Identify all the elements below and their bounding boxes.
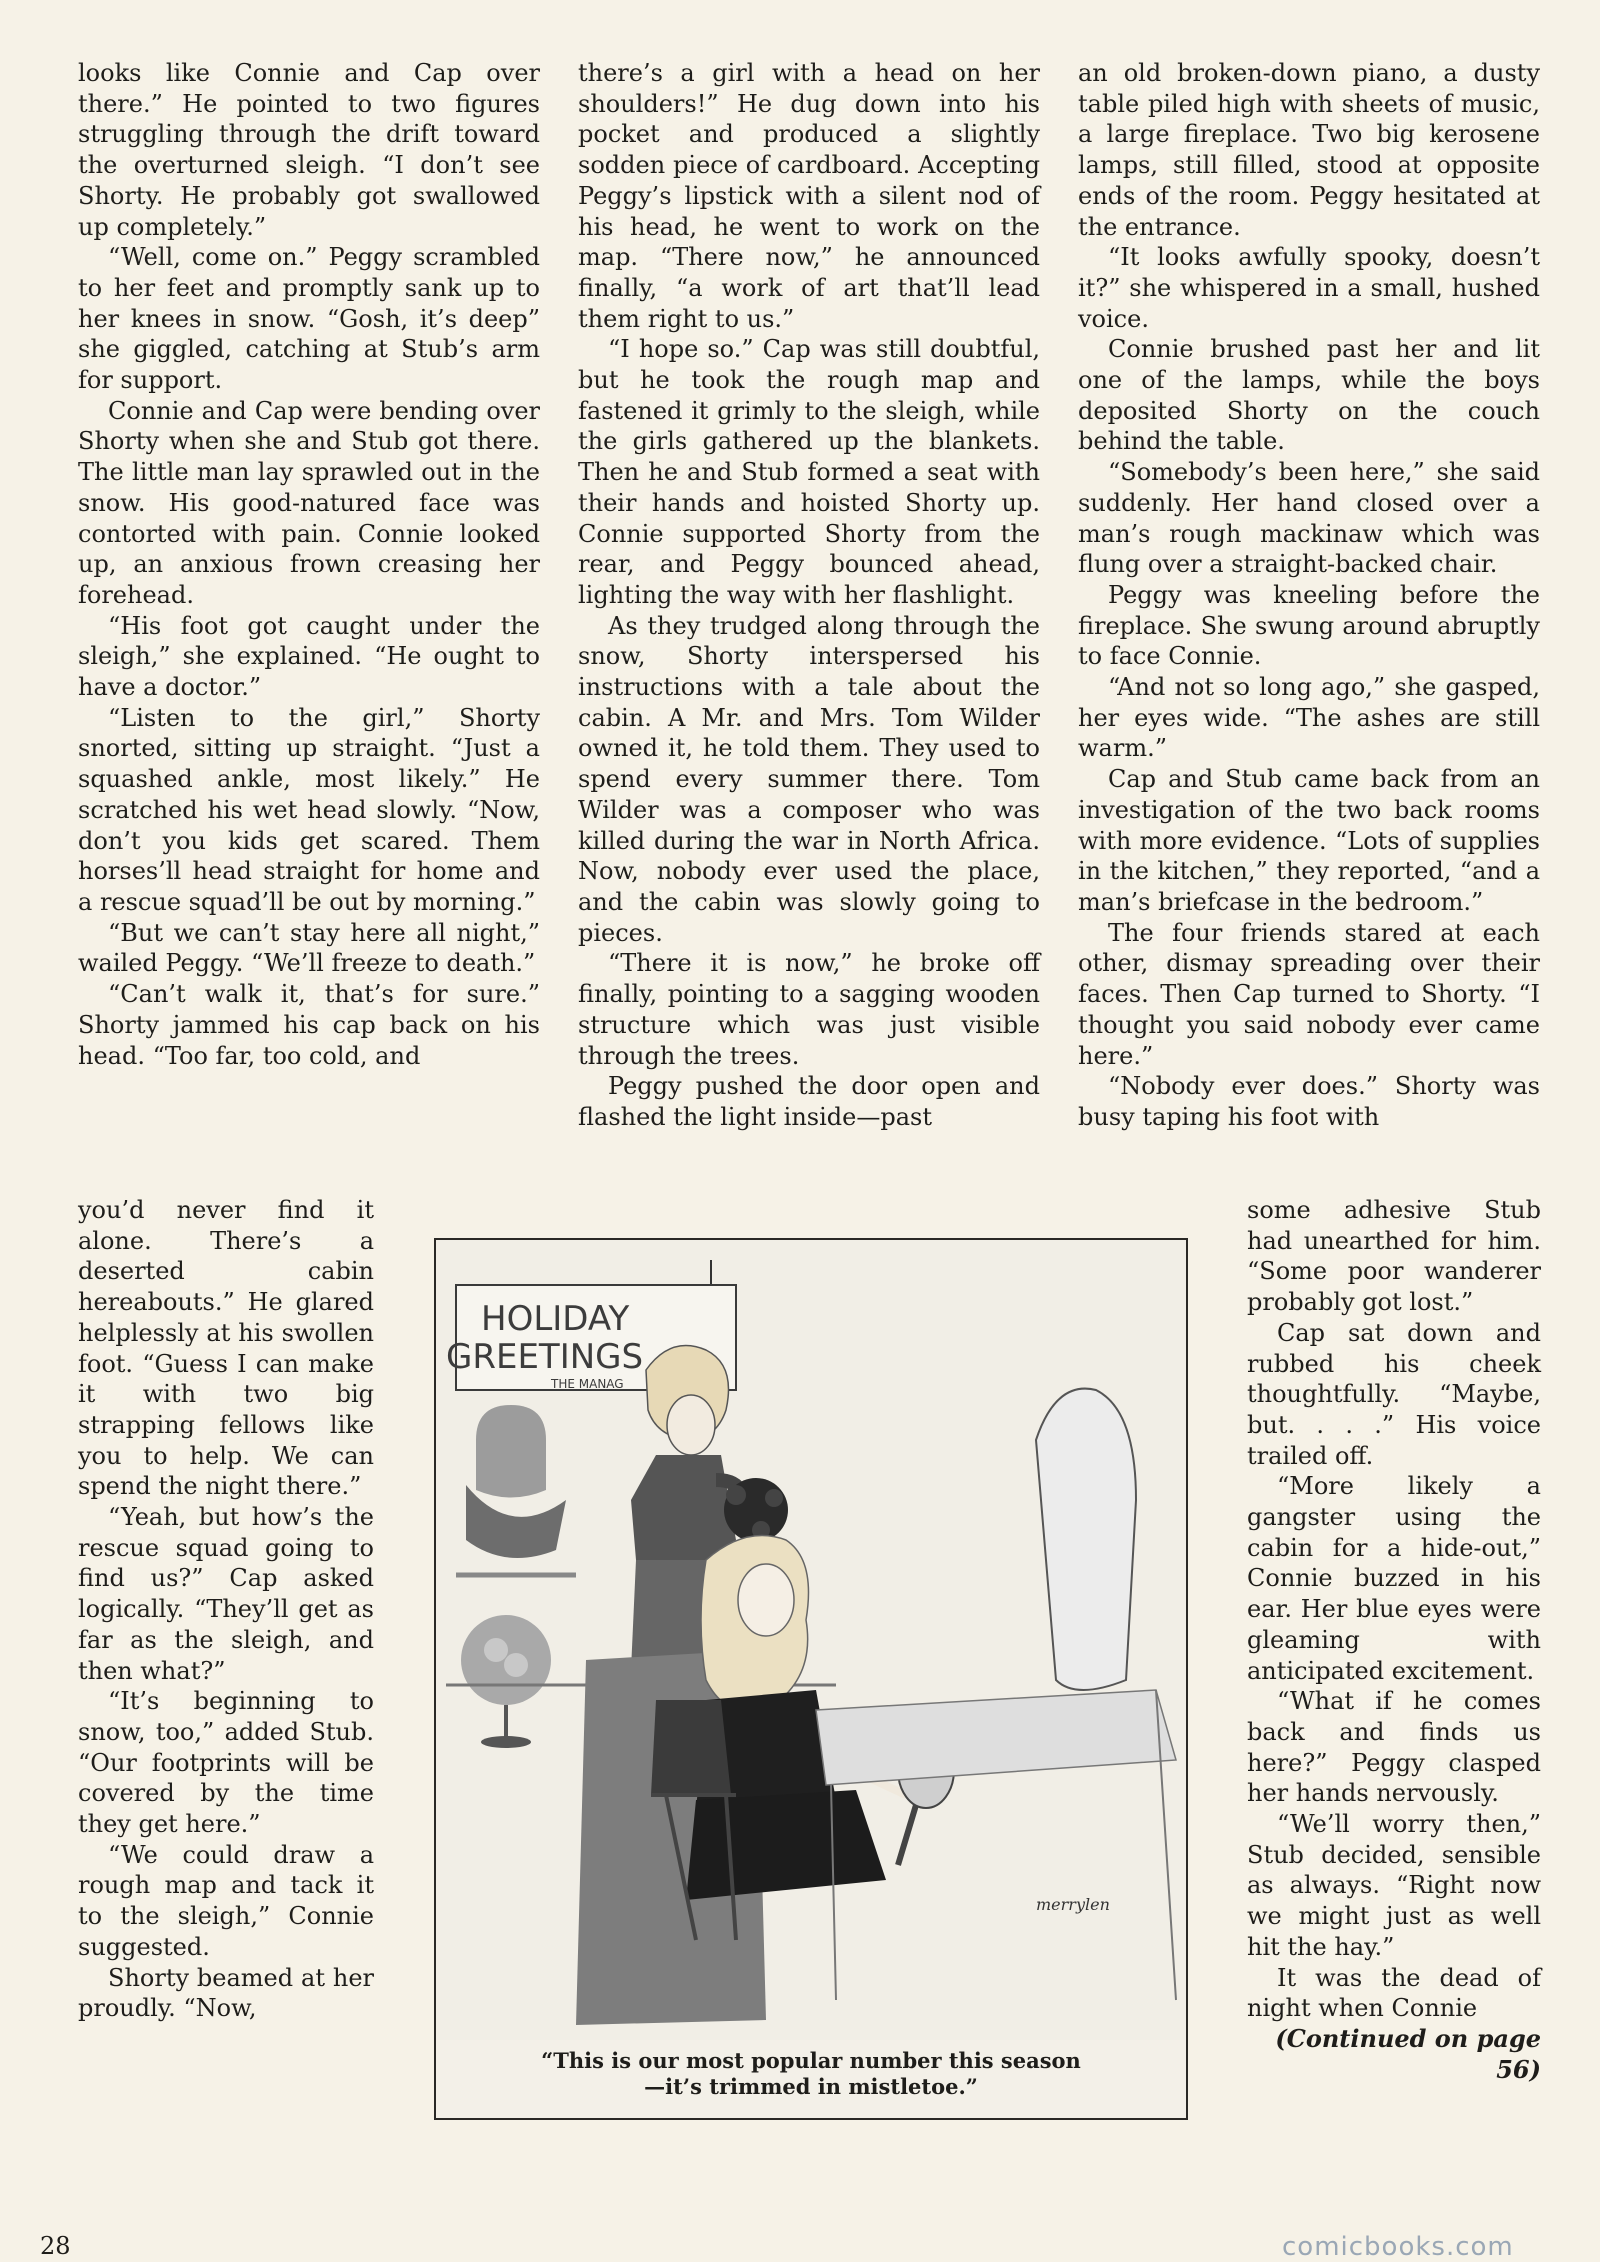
story-paragraph: The four friends stared at each other, dismay spreading over their faces. Then Cap turned to Shorty. “I thought you said nobody ever came here.” bbox=[1078, 918, 1540, 1070]
story-paragraph: Cap sat down and rubbed his cheek thoughtfully. “Maybe, but. . . .” His voice trailed off. bbox=[1247, 1318, 1541, 1470]
sign-line-1: HOLIDAY bbox=[481, 1299, 630, 1339]
story-paragraph: “Nobody ever does.” Shorty was busy taping his foot with bbox=[1078, 1072, 1540, 1131]
story-paragraph: an old broken-down piano, a dusty table piled high with sheets of music, a large fireplace. Two big kerosene lamps, still filled, stood at opposite ends of the room. Peggy hesitated at the entrance. bbox=[1078, 59, 1540, 241]
page-number: 28 bbox=[40, 2232, 71, 2260]
story-paragraph: “Yeah, but how’s the rescue squad going to find us?” Cap asked logically. “They’ll get as far as the sleigh, and then what?” bbox=[78, 1503, 374, 1685]
story-paragraph: “It looks awfully spooky, doesn’t it?” she whispered in a small, hushed voice. bbox=[1078, 243, 1540, 333]
mistletoe-hat bbox=[724, 1478, 788, 1542]
story-paragraph: “His foot got caught under the sleigh,” she explained. “He ought to have a doctor.” bbox=[78, 611, 540, 702]
story-paragraph: “There it is now,” he broke off finally, pointing to a sagging wooden structure which was just visible through the trees. bbox=[578, 949, 1040, 1070]
story-paragraph: Connie and Cap were bending over Shorty when she and Stub got there. The little man lay sprawled out in the snow. His good-natured face was contorted with pain. Connie looked up, an anxious frown creasing her forehead. bbox=[78, 396, 540, 609]
story-paragraph: “Can’t walk it, that’s for sure.” Shorty jammed his cap back on his head. “Too far, too cold, and bbox=[78, 980, 540, 1070]
story-paragraph: Peggy was kneeling before the fireplace. She swung around abruptly to face Connie. bbox=[1078, 580, 1540, 671]
story-paragraph: Shorty beamed at her proudly. “Now, bbox=[78, 1963, 374, 2023]
story-paragraph: there’s a girl with a head on her shoulders!” He dug down into his pocket and produced a slightly sodden piece of cardboard. Accepting Peggy’s lipstick with a silent nod of his head, he went to work on the map. “There now,” he announced finally, “a work of art that’ll lead them right to us.” bbox=[578, 59, 1040, 333]
story-paragraph: “We’ll worry then,” Stub decided, sensible as always. “Right now we might just as well hit the hay.” bbox=[1247, 1810, 1541, 1961]
story-paragraph: “It’s beginning to snow, too,” added Stub. “Our footprints will be covered by the time they get here.” bbox=[78, 1687, 374, 1839]
story-paragraph: some adhesive Stub had unearthed for him. “Some poor wanderer probably got lost.” bbox=[1247, 1196, 1541, 1317]
story-paragraph: looks like Connie and Cap over there.” He pointed to two figures struggling through the drift toward the overturned sleigh. “I don’t see Shorty. He probably got swallowed up completely.” bbox=[78, 59, 540, 241]
cartoon-illustration bbox=[434, 1238, 1188, 2120]
story-column-3-bottom bbox=[1247, 1195, 1541, 2085]
story-paragraph: Peggy pushed the door open and flashed the light inside—past bbox=[578, 1072, 1040, 1131]
artist-signature: merrylen bbox=[1036, 1895, 1110, 1914]
story-paragraph: “What if he comes back and finds us here?” Peggy clasped her hands nervously. bbox=[1247, 1687, 1541, 1808]
story-paragraph: “Listen to the girl,” Shorty snorted, sitting up straight. “Just a squashed ankle, most likely.” He scratched his wet head slowly. “Now, don’t you kids get scared. Them horses’ll head straight for home and a rescue squad’ll be out by morning.” bbox=[78, 703, 540, 916]
cartoon-caption bbox=[456, 2048, 1166, 2100]
story-column-3-top bbox=[1078, 58, 1540, 1133]
story-paragraph: “I hope so.” Cap was still doubtful, but he took the rough map and fastened it grimly to the sleigh, while the girls gathered up the blankets. Then he and Stub formed a seat with their hands and hoisted Shorty up. Connie supported Shorty from the rear, and Peggy bounced ahead, lighting the way with her flashlight. bbox=[578, 335, 1040, 609]
story-paragraph: “But we can’t stay here all night,” wailed Peggy. “We’ll freeze to death.” bbox=[78, 918, 540, 978]
sign-line-2: GREETINGS bbox=[446, 1337, 644, 1377]
story-column-3-paragraphs bbox=[1247, 1195, 1541, 2024]
caption-line-2: —it’s trimmed in mistletoe.” bbox=[644, 2074, 978, 2099]
continued-note: (Continued on page 56) bbox=[1275, 2023, 1541, 2084]
story-column-1-top bbox=[78, 58, 540, 1071]
sign-line-3: THE MANAG bbox=[551, 1377, 624, 1391]
story-paragraph: “We could draw a rough map and tack it to the sleigh,” Connie suggested. bbox=[78, 1840, 374, 1961]
story-paragraph: It was the dead of night when Connie bbox=[1247, 1963, 1541, 2023]
story-paragraph: you’d never find it alone. There’s a deserted cabin hereabouts.” He glared helplessly at his swollen foot. “Guess I can make it with two big strapping fellows like you to help. We can spend the night there.” bbox=[78, 1196, 374, 1501]
story-column-1-bottom bbox=[78, 1195, 374, 2024]
story-paragraph: Connie brushed past her and lit one of the lamps, while the boys deposited Shorty on the couch behind the table. bbox=[1078, 335, 1540, 456]
cartoon-drawing bbox=[436, 1240, 1186, 2040]
story-paragraph: “More likely a gangster using the cabin for a hide-out,” Connie buzzed in his ear. Her blue eyes were gleaming with anticipated excitement. bbox=[1247, 1472, 1541, 1685]
watermark: comicbooks.com bbox=[1282, 2232, 1514, 2262]
caption-line-1: “This is our most popular number this season bbox=[541, 2048, 1081, 2073]
story-paragraph: Cap and Stub came back from an investigation of the two back rooms with more evidence. “Lots of supplies in the kitchen,” they reported, “and a man’s briefcase in the bedroom.” bbox=[1078, 765, 1540, 916]
story-paragraph: “And not so long ago,” she gasped, her eyes wide. “The ashes are still warm.” bbox=[1078, 673, 1540, 763]
story-column-2 bbox=[578, 58, 1040, 1133]
story-paragraph: “Well, come on.” Peggy scrambled to her feet and promptly sank up to her knees in snow. “Gosh, it’s deep” she giggled, catching at Stub’s arm for support. bbox=[78, 243, 540, 395]
story-paragraph: “Somebody’s been here,” she said suddenly. Her hand closed over a man’s rough mackinaw which was flung over a straight-backed chair. bbox=[1078, 458, 1540, 579]
story-paragraph: As they trudged along through the snow, Shorty interspersed his instructions with a tale about the cabin. A Mr. and Mrs. Tom Wilder owned it, he told them. They used to spend every summer there. Tom Wilder was a composer who was killed during the war in North Africa. Now, nobody ever used the place, and the cabin was slowly going to pieces. bbox=[578, 611, 1040, 947]
